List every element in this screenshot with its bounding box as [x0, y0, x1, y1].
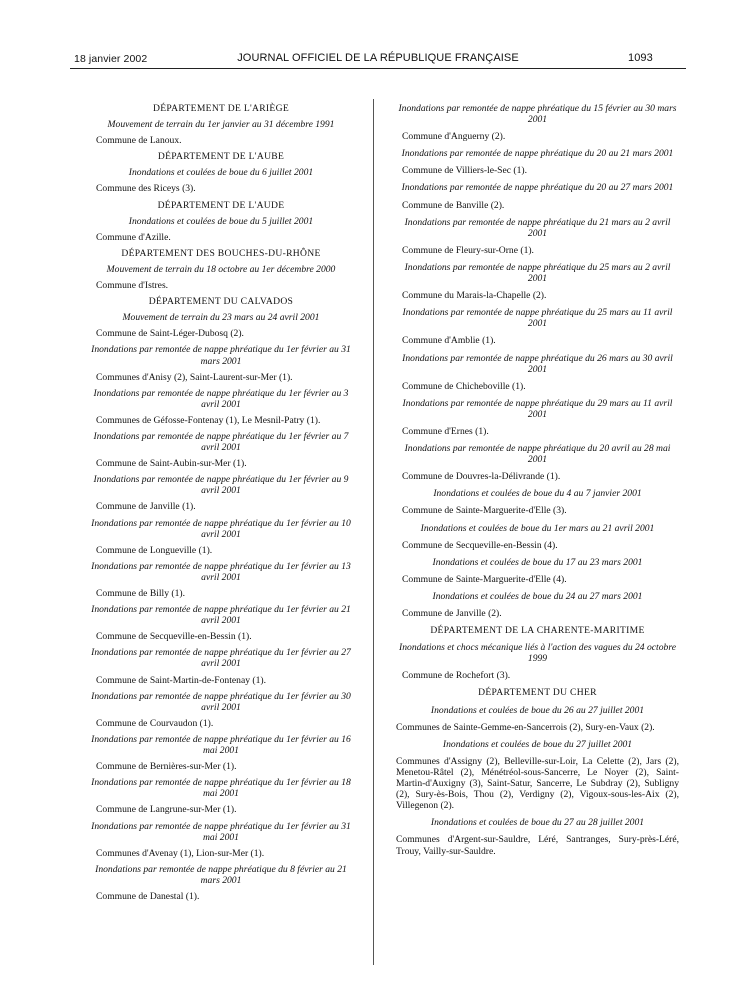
- event-description: Inondations par remontée de nappe phréatique du 15 février au 30 mars 2001: [398, 103, 677, 126]
- commune-entry: Communes d'Argent-sur-Sauldre, Léré, Santranges, Sury-près-Léré, Trouy, Vailly-sur-Sauldre.: [396, 834, 679, 857]
- event-description: Inondations par remontée de nappe phréatique du 1er février au 9 avril 2001: [93, 474, 349, 497]
- commune-entry: Communes d'Assigny (2), Belleville-sur-Loir, La Celette (2), Jars (2), Menetou-Râtel (2), Ménétréol-sous-Sancerre, Le Noyer (2), Saint-Martin-d'Auxigny (3), Saint-Satur, Sancerre, Le Subdray (2), Subligny (2), Sury-ès-Bois, Thou (2), Verdigny (2), Vigoux-sous-les-Aix (2), Villegenon (2).: [396, 755, 679, 812]
- event-description: Inondations par remontée de nappe phréatique du 25 mars au 2 avril 2001: [404, 261, 671, 285]
- commune-entry: Commune de Langrune-sur-Mer (1).: [96, 804, 237, 816]
- commune-entry: Commune d'Amblie (1).: [402, 335, 496, 347]
- event-description: Inondations par remontée de nappe phréatique du 25 mars au 11 avril 2001: [402, 307, 673, 330]
- event-description: Mouvement de terrain du 18 octobre au 1er décembre 2000: [106, 263, 336, 275]
- journal-title: JOURNAL OFFICIEL DE LA RÉPUBLIQUE FRANÇAISE: [237, 52, 519, 64]
- event-description: Inondations par remontée de nappe phréatique du 1er février au 27 avril 2001: [91, 647, 351, 670]
- event-description: Inondations par remontée de nappe phréatique du 1er février au 21 avril 2001: [91, 604, 351, 627]
- event-description: Inondations et coulées de boue du 6 juillet 2001: [128, 167, 314, 179]
- event-description: Inondations par remontée de nappe phréatique du 21 mars au 2 avril 2001: [404, 216, 671, 239]
- commune-entry: Commune de Secqueville-en-Bessin (4).: [402, 539, 558, 551]
- event-description: Inondations et coulées de boue du 1er mars au 21 avril 2001: [420, 522, 655, 534]
- left-column: [90, 103, 352, 907]
- event-description: Mouvement de terrain du 1er janvier au 31 décembre 1991: [107, 119, 335, 131]
- department-heading: DÉPARTEMENT DU CALVADOS: [148, 296, 294, 308]
- commune-entry: Commune de Bernières-sur-Mer (1).: [96, 761, 237, 773]
- commune-entry: Communes d'Anisy (2), Saint-Laurent-sur-Mer (1).: [96, 371, 293, 383]
- event-description: Inondations par remontée de nappe phréatique du 8 février au 21 mars 2001: [95, 863, 347, 886]
- header-rule: [70, 68, 686, 69]
- page-number: 1093: [628, 52, 653, 64]
- commune-entry: Commune de Rochefort (3).: [402, 670, 511, 682]
- event-description: Inondations par remontée de nappe phréatique du 20 au 27 mars 2001: [401, 182, 674, 194]
- event-description: Inondations par remontée de nappe phréatique du 26 mars au 30 avril 2001: [402, 352, 673, 375]
- commune-entry: Commune d'Istres.: [96, 280, 169, 292]
- event-description: Mouvement de terrain du 23 mars au 24 avril 2001: [122, 312, 320, 324]
- commune-entry: Commune de Banville (2).: [402, 199, 505, 211]
- event-description: Inondations par remontée de nappe phréatique du 20 avril au 28 mai 2001: [404, 443, 671, 466]
- department-heading: DÉPARTEMENT DU CHER: [478, 687, 597, 699]
- event-description: Inondations par remontée de nappe phréatique du 29 mars au 11 avril 2001: [402, 397, 673, 420]
- commune-entry: Commune de Janville (1).: [96, 501, 196, 513]
- right-column: [396, 103, 679, 863]
- commune-entry: Commune de Janville (2).: [402, 608, 502, 619]
- event-description: Inondations par remontée de nappe phréatique du 1er février au 31 mai 2001: [91, 820, 351, 843]
- commune-entry: Communes d'Avenay (1), Lion-sur-Mer (1).: [96, 847, 265, 859]
- commune-entry: Commune d'Anguerny (2).: [402, 131, 506, 143]
- department-heading: DÉPARTEMENT DE LA CHARENTE-MARITIME: [430, 625, 645, 637]
- event-description: Inondations par remontée de nappe phréatique du 1er février au 30 avril 2001: [91, 690, 351, 713]
- commune-entry: Commune d'Ernes (1).: [402, 425, 489, 437]
- commune-entry: Commune de Billy (1).: [96, 588, 185, 599]
- commune-entry: Commune de Secqueville-en-Bessin (1).: [96, 631, 252, 643]
- commune-entry: Commune du Marais-la-Chapelle (2).: [402, 290, 547, 302]
- commune-entry: Communes de Géfosse-Fontenay (1), Le Mesnil-Patry (1).: [96, 414, 321, 426]
- commune-entry: Commune de Saint-Léger-Dubosq (2).: [96, 328, 244, 340]
- commune-entry: Commune de Fleury-sur-Orne (1).: [402, 244, 534, 256]
- event-description: Inondations et coulées de boue du 17 au 23 mars 2001: [432, 556, 643, 568]
- event-description: Inondations et coulées de boue du 5 juillet 2001: [128, 215, 314, 227]
- event-description: Inondations et chocs mécanique liés à l'action des vagues du 24 octobre 1999: [399, 642, 676, 665]
- commune-entry: Commune d'Azille.: [96, 231, 171, 243]
- commune-entry: Commune de Courvaudon (1).: [96, 717, 214, 729]
- event-description: Inondations et coulées de boue du 4 au 7 janvier 2001: [433, 488, 642, 500]
- event-description: Inondations et coulées de boue du 27 au 28 juillet 2001: [430, 817, 645, 829]
- event-description: Inondations par remontée de nappe phréatique du 1er février au 13 avril 2001: [91, 560, 351, 583]
- event-description: Inondations et coulées de boue du 26 au 27 juillet 2001: [430, 704, 645, 716]
- commune-entry: Commune de Saint-Aubin-sur-Mer (1).: [96, 458, 247, 470]
- commune-entry: Commune de Chicheboville (1).: [402, 380, 526, 392]
- event-description: Inondations par remontée de nappe phréatique du 1er février au 3 avril 2001: [93, 387, 349, 410]
- event-description: Inondations par remontée de nappe phréatique du 1er février au 10 avril 2001: [91, 517, 351, 540]
- department-heading: DÉPARTEMENT DE L'AUDE: [157, 199, 285, 211]
- department-heading: DÉPARTEMENT DE L'AUBE: [157, 151, 285, 163]
- event-description: Inondations par remontée de nappe phréatique du 1er février au 31 mars 2001: [91, 344, 351, 367]
- department-heading: DÉPARTEMENT DE L'ARIÈGE: [153, 103, 289, 114]
- event-description: Inondations et coulées de boue du 24 au 27 mars 2001: [432, 590, 643, 602]
- commune-entry: Commune de Saint-Martin-de-Fontenay (1).: [96, 674, 266, 686]
- column-divider: [373, 99, 374, 965]
- commune-entry: Commune de Danestal (1).: [96, 890, 200, 902]
- commune-entry: Commune des Riceys (3).: [96, 183, 196, 195]
- department-heading: DÉPARTEMENT DES BOUCHES-DU-RHÔNE: [121, 247, 321, 259]
- commune-entry: Commune de Lanoux.: [96, 135, 182, 147]
- event-description: Inondations par remontée de nappe phréatique du 1er février au 18 mai 2001: [91, 777, 351, 800]
- commune-entry: Commune de Sainte-Marguerite-d'Elle (3).: [402, 505, 567, 517]
- commune-entry: Communes de Sainte-Gemme-en-Sancerrois (2), Sury-en-Vaux (2).: [396, 721, 655, 733]
- issue-date: 18 janvier 2002: [74, 53, 148, 65]
- event-description: Inondations et coulées de boue du 27 juillet 2001: [442, 738, 633, 750]
- event-description: Inondations par remontée de nappe phréatique du 1er février au 7 avril 2001: [93, 430, 349, 454]
- event-description: Inondations par remontée de nappe phréatique du 1er février au 16 mai 2001: [91, 733, 351, 757]
- event-description: Inondations par remontée de nappe phréatique du 20 au 21 mars 2001: [401, 148, 674, 160]
- commune-entry: Commune de Douvres-la-Délivrande (1).: [402, 471, 561, 483]
- commune-entry: Commune de Villiers-le-Sec (1).: [402, 165, 527, 177]
- commune-entry: Commune de Longueville (1).: [96, 544, 213, 556]
- commune-entry: Commune de Sainte-Marguerite-d'Elle (4).: [402, 573, 567, 585]
